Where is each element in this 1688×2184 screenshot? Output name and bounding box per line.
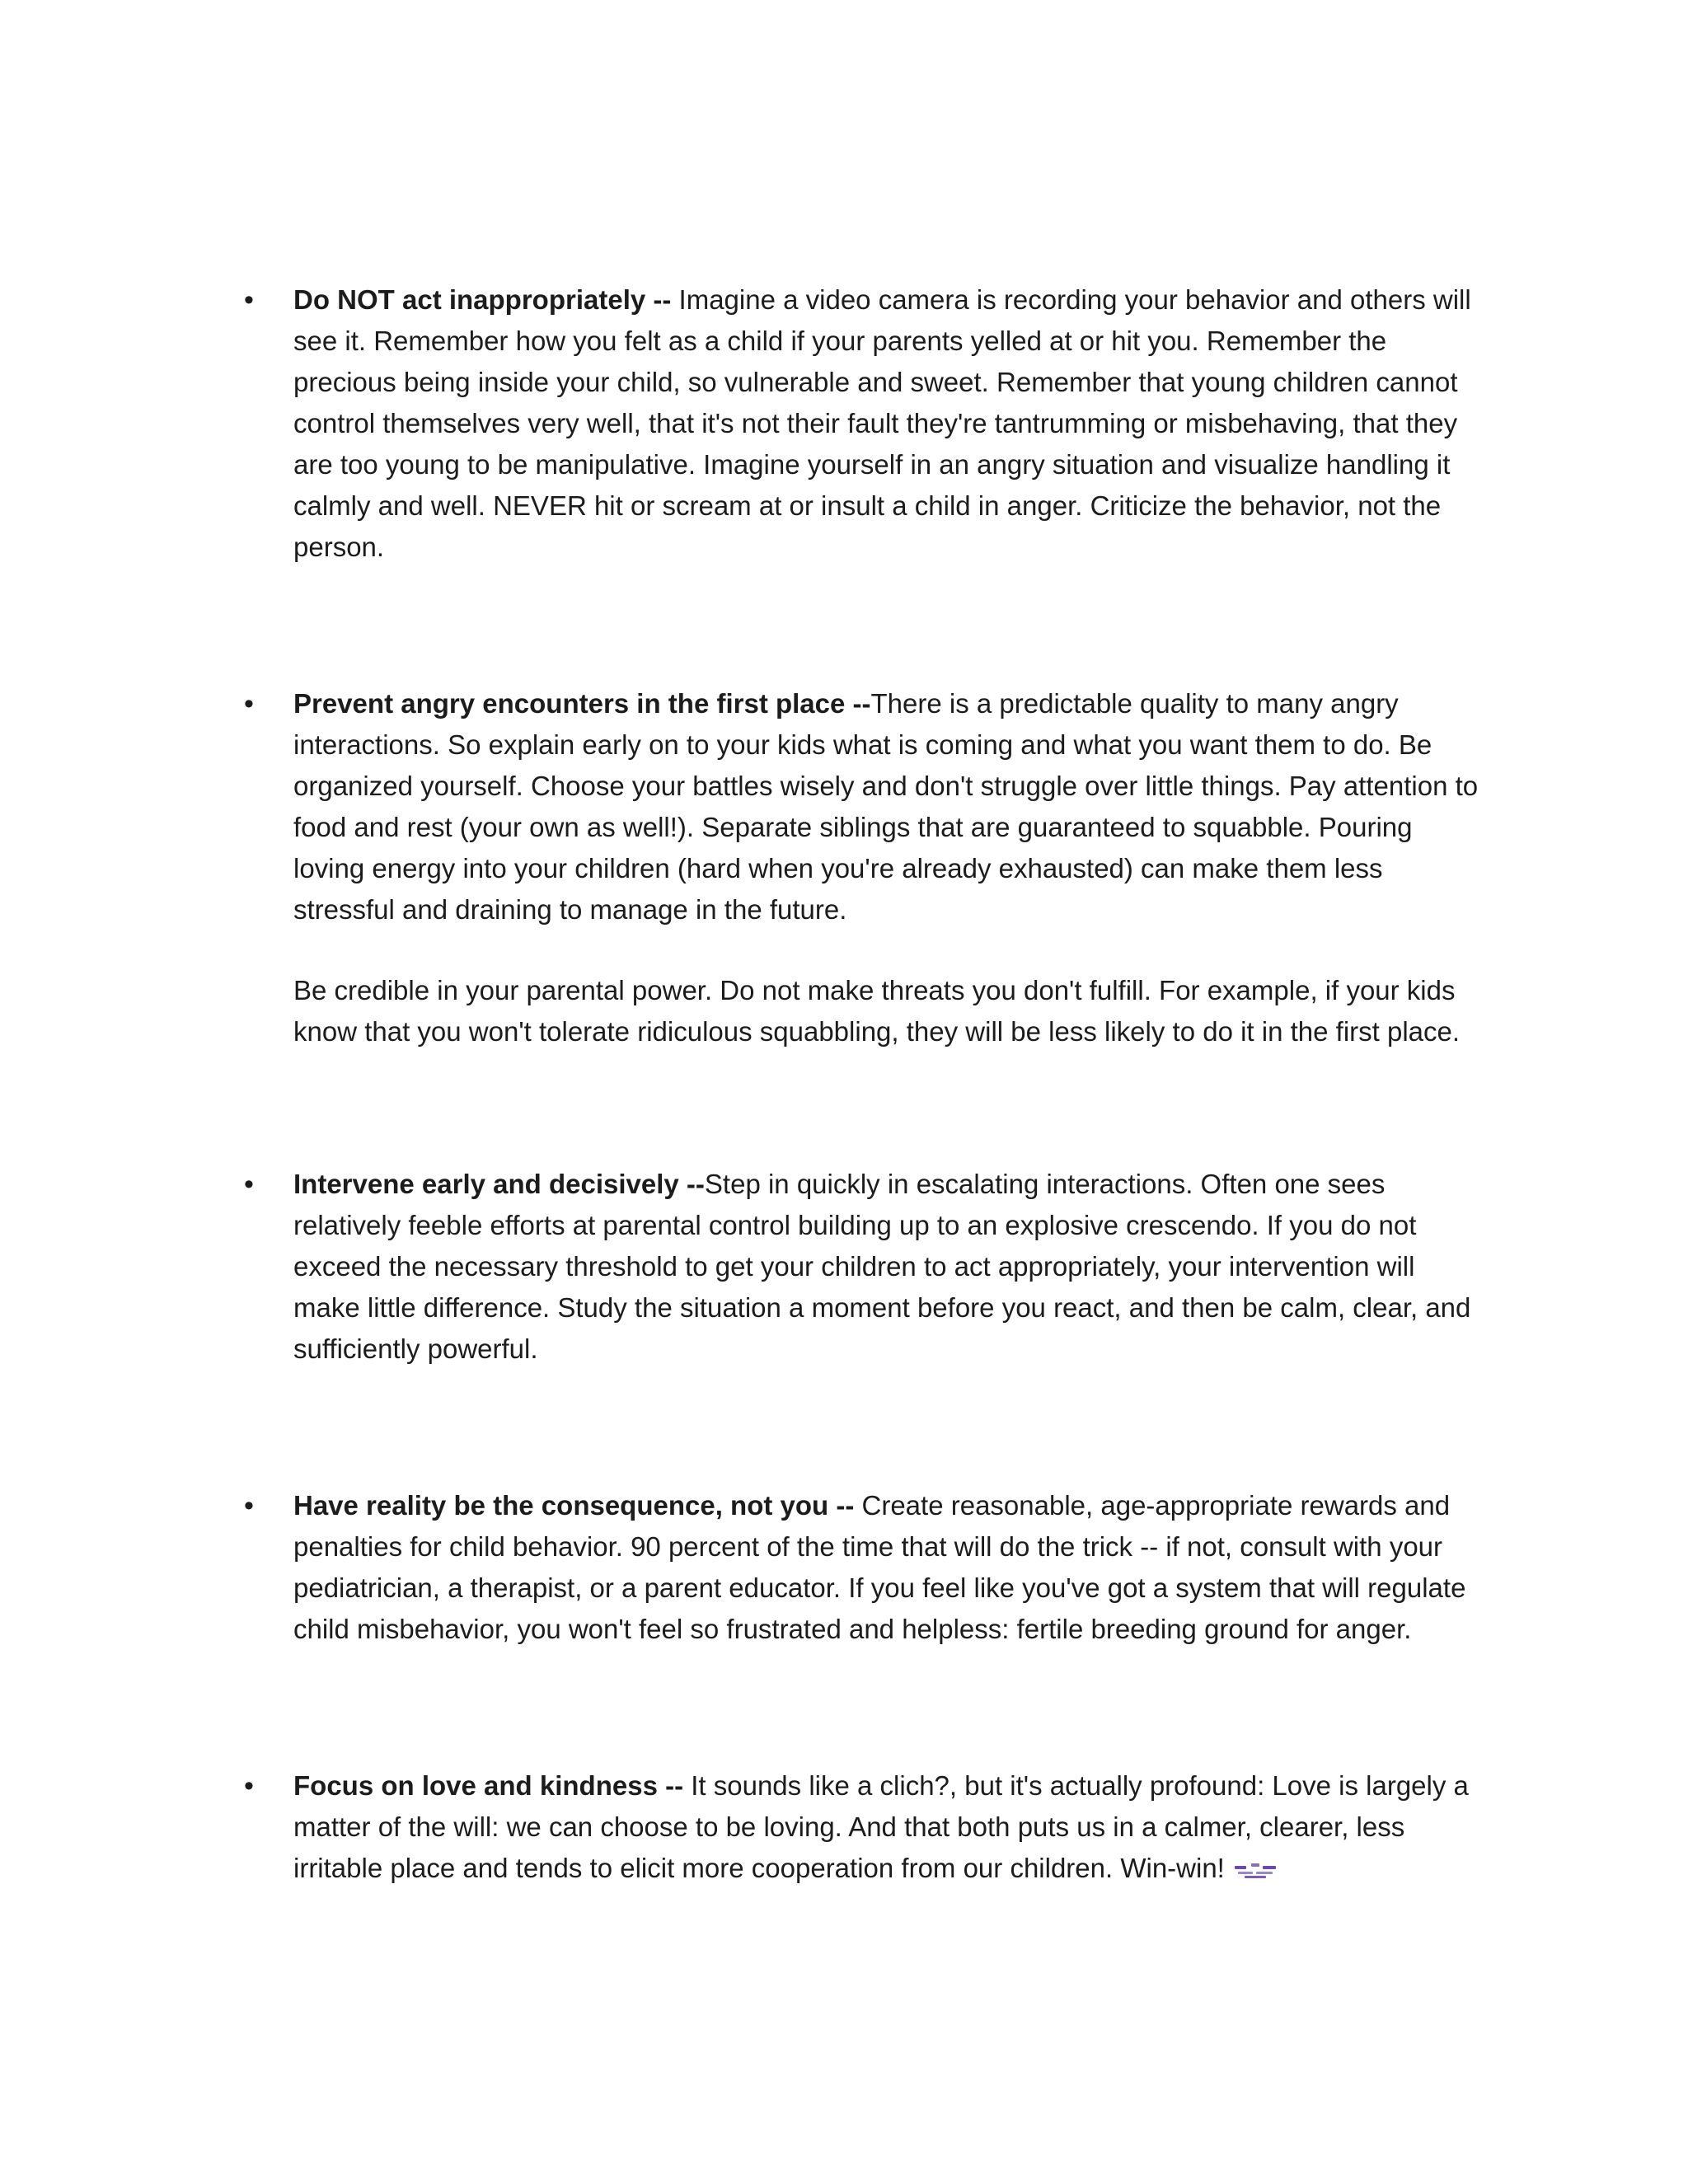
bullet: • (244, 688, 254, 719)
list-item-body (293, 1765, 1480, 1889)
lead-text: Do NOT act inappropriately -- (293, 284, 672, 315)
paragraph (293, 683, 1480, 930)
list-item-body (293, 1164, 1480, 1370)
lead-text: Focus on love and kindness -- (293, 1770, 684, 1801)
body-text: It sounds like a clich?, but it's actually profound: Love is largely a matter of the will: we can choose to be loving. And that both puts us in a calmer, clearer, less irritable place and tends to elicit more cooperation from our children. Win-win! (293, 1770, 1469, 1883)
bullet: • (244, 1770, 254, 1802)
body-text: Imagine a video camera is recording your behavior and others will see it. Remember how you felt as a child if your parents yelled at or hit you. Remember the precious being inside your child, so vulnerable and sweet. Remember that young children cannot control themselves very well, that it's not their fault they're tantrumming or misbehaving, that they are too young to be manipulative. Imagine yourself in an angry situation and visualize handling it calmly and well. NEVER hit or scream at or insult a child in anger. Criticize the behavior, not the person. (293, 284, 1471, 562)
body-text: Be credible in your parental power. Do not make threats you don't fulfill. For example, if your kids know that you won't tolerate ridiculous squabbling, they will be less likely to do it in the first place. (293, 975, 1461, 1047)
winking-smiley-icon (1233, 1859, 1278, 1881)
paragraph (293, 1164, 1480, 1370)
list-item-body (293, 1485, 1480, 1650)
paragraph (293, 1485, 1480, 1650)
bullet: • (244, 1169, 254, 1200)
lead-text: Have reality be the consequence, not you -- (293, 1490, 855, 1521)
paragraph (293, 970, 1480, 1052)
body-text: Step in quickly in escalating interactions. Often one sees relatively feeble efforts at parental control building up to an explosive crescendo. If you do not exceed the necessary threshold to get your children to act appropriately, your intervention will make little difference. Study the situation a moment before you react, and then be calm, clear, and sufficiently powerful. (293, 1169, 1471, 1364)
bullet: • (244, 284, 254, 316)
paragraph (293, 279, 1480, 568)
list-item-body (293, 279, 1480, 568)
paragraph (293, 1765, 1480, 1889)
lead-text: Intervene early and decisively -- (293, 1169, 705, 1199)
bullet: • (244, 1490, 254, 1521)
list-item-body (293, 683, 1480, 1052)
body-text: There is a predictable quality to many angry interactions. So explain early on to your kids what is coming and what you want them to do. Be organized yourself. Choose your battles wisely and don't struggle over little things. Pay attention to food and rest (your own as well!). Separate siblings that are guaranteed to squabble. Pouring loving energy into your children (hard when you're already exhausted) can make them less stressful and draining to manage in the future. (293, 688, 1479, 925)
lead-text: Prevent angry encounters in the first place -- (293, 688, 871, 719)
body-text: Create reasonable, age-appropriate rewards and penalties for child behavior. 90 percent of the time that will do the trick -- if not, consult with your pediatrician, a therapist, or a parent educator. If you feel like you've got a system that will regulate child misbehavior, you won't feel so frustrated and helpless: fertile breeding ground for anger. (293, 1490, 1466, 1644)
